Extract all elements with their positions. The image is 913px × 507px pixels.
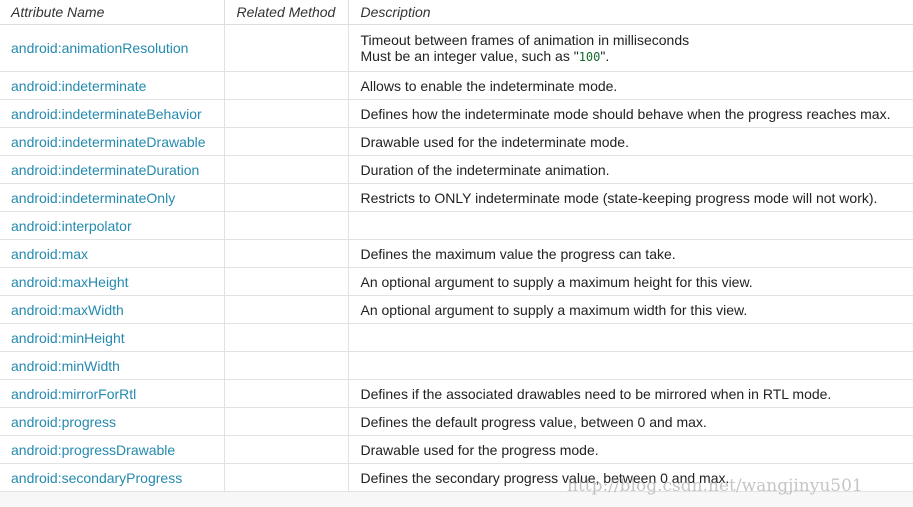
attribute-cell [0, 268, 224, 296]
attribute-cell [0, 72, 224, 100]
method-cell [224, 408, 348, 436]
table-row [0, 212, 913, 240]
description-line [361, 48, 913, 64]
table-header [0, 0, 913, 25]
description-cell: Drawable used for the indeterminate mode. [348, 128, 913, 156]
attribute-cell [0, 240, 224, 268]
description-cell: Defines if the associated drawables need to be mirrored when in RTL mode. [348, 380, 913, 408]
table-row [0, 436, 913, 464]
attribute-cell [0, 352, 224, 380]
attribute-cell [0, 156, 224, 184]
description-cell: Defines how the indeterminate mode should behave when the progress reaches max. [348, 100, 913, 128]
method-cell [224, 436, 348, 464]
header-attribute-name: Attribute Name [0, 0, 224, 25]
table-row [0, 100, 913, 128]
attribute-link[interactable]: android:secondaryProgress [11, 469, 183, 486]
attribute-link[interactable]: android:animationResolution [11, 40, 189, 56]
header-related-method: Related Method [224, 0, 348, 25]
table-row [0, 184, 913, 212]
attribute-link[interactable]: android:indeterminateOnly [11, 189, 176, 206]
description-cell: An optional argument to supply a maximum height for this view. [348, 268, 913, 296]
attribute-cell [0, 296, 224, 324]
attribute-link[interactable]: android:maxHeight [11, 273, 129, 290]
attribute-link[interactable]: android:minHeight [11, 329, 125, 346]
description-cell [348, 352, 913, 380]
attribute-cell [0, 464, 224, 492]
attribute-cell [0, 100, 224, 128]
method-cell [224, 156, 348, 184]
table-body [0, 25, 913, 492]
method-cell [224, 380, 348, 408]
attribute-link[interactable]: android:indeterminateDrawable [11, 133, 206, 150]
table-row [0, 268, 913, 296]
header-row [0, 0, 913, 25]
table-row [0, 352, 913, 380]
attribute-cell [0, 380, 224, 408]
method-cell [224, 352, 348, 380]
table-row [0, 380, 913, 408]
description-text: ". [600, 48, 610, 64]
description-cell: Defines the maximum value the progress can take. [348, 240, 913, 268]
description-cell: An optional argument to supply a maximum width for this view. [348, 296, 913, 324]
attribute-link[interactable]: android:indeterminateDuration [11, 161, 200, 178]
method-cell [224, 212, 348, 240]
attribute-link[interactable]: android:minWidth [11, 357, 120, 374]
method-cell [224, 240, 348, 268]
table-row [0, 240, 913, 268]
attribute-link[interactable]: android:indeterminateBehavior [11, 105, 202, 122]
attribute-cell [0, 436, 224, 464]
attribute-link[interactable]: android:interpolator [11, 217, 132, 234]
description-cell: Duration of the indeterminate animation. [348, 156, 913, 184]
description-line: Timeout between frames of animation in milliseconds [360, 32, 690, 48]
attribute-link[interactable]: android:maxWidth [11, 301, 124, 318]
attribute-link[interactable]: android:max [11, 245, 89, 262]
table-row [0, 324, 913, 352]
method-cell [224, 184, 348, 212]
method-cell [224, 464, 348, 492]
method-cell [224, 25, 348, 72]
method-cell [224, 128, 348, 156]
attribute-cell [0, 408, 224, 436]
description-cell [348, 324, 913, 352]
attribute-cell [0, 128, 224, 156]
description-cell: Defines the secondary progress value, between 0 and max. [348, 464, 913, 492]
attribute-cell [0, 212, 224, 240]
method-cell [224, 100, 348, 128]
table-row [0, 296, 913, 324]
table-row [0, 464, 913, 492]
attribute-cell [0, 184, 224, 212]
attribute-link[interactable]: android:mirrorForRtl [11, 385, 137, 402]
description-cell: Defines the default progress value, between 0 and max. [348, 408, 913, 436]
table-row [0, 408, 913, 436]
description-cell [348, 212, 913, 240]
header-description: Description [348, 0, 913, 25]
description-text: Must be an integer value, such as " [360, 48, 579, 64]
method-cell [224, 268, 348, 296]
table-row [0, 156, 913, 184]
attribute-link[interactable]: android:progress [11, 413, 117, 430]
description-cell: Restricts to ONLY indeterminate mode (state-keeping progress mode will not work). [348, 184, 913, 212]
method-cell [224, 296, 348, 324]
attribute-link[interactable]: android:progressDrawable [11, 441, 176, 458]
table-row [0, 72, 913, 100]
description-cell [348, 25, 913, 72]
method-cell [224, 72, 348, 100]
attribute-cell [0, 324, 224, 352]
description-cell: Drawable used for the progress mode. [348, 436, 913, 464]
code-value: 100 [578, 50, 601, 64]
watermark: http://blog.csdn.net/wangjinyu501 [567, 476, 863, 496]
attribute-link[interactable]: android:indeterminate [11, 77, 147, 94]
method-cell [224, 324, 348, 352]
description-cell: Allows to enable the indeterminate mode. [348, 72, 913, 100]
attribute-cell [0, 25, 224, 72]
table-row [0, 128, 913, 156]
table-row [0, 25, 913, 72]
